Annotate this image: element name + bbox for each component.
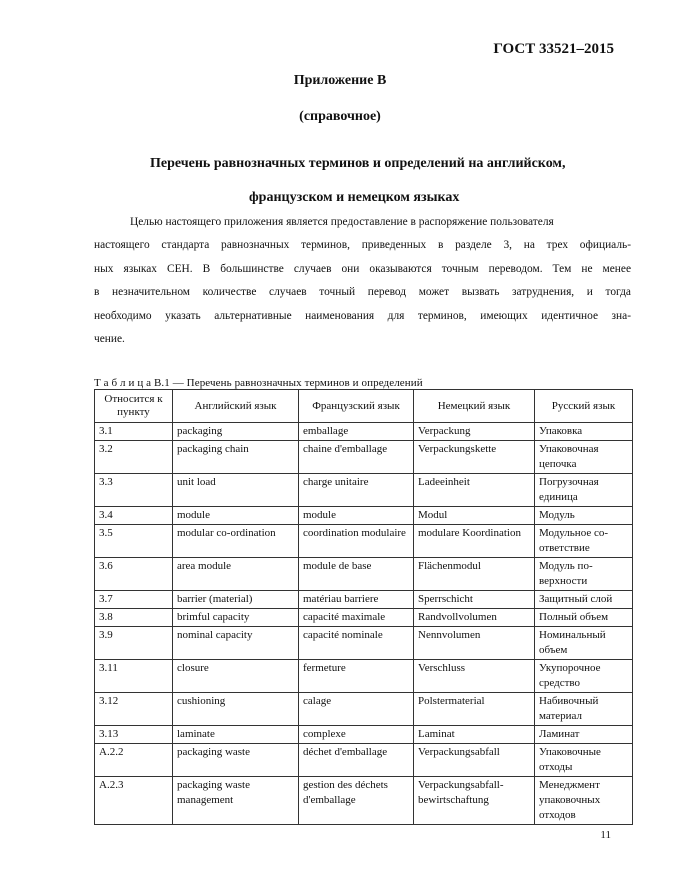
- cell-russian: Номинальный объем: [535, 627, 633, 660]
- cell-russian: Ламинат: [535, 726, 633, 744]
- cell-clause: 3.5: [95, 525, 173, 558]
- cell-french: module: [299, 507, 414, 525]
- cell-french: gestion des déchets d'emballage: [299, 777, 414, 825]
- cell-russian: Набивочный материал: [535, 693, 633, 726]
- cell-english: brimful capacity: [173, 609, 299, 627]
- cell-french: déchet d'emballage: [299, 744, 414, 777]
- cell-german: Laminat: [414, 726, 535, 744]
- cell-german: Flächenmodul: [414, 558, 535, 591]
- cell-russian: Погрузочная единица: [535, 474, 633, 507]
- cell-clause: 3.7: [95, 591, 173, 609]
- cell-clause: 3.4: [95, 507, 173, 525]
- intro-line: ных языках CEH. В большинстве случаев они оказываются точным переводом. Тем не менее: [94, 262, 631, 275]
- intro-line: необходимо указать альтернативные наименования для терминов, имеющих идентичное зна-: [94, 309, 631, 322]
- cell-english: modular co-ordination: [173, 525, 299, 558]
- cell-russian: Менеджмент упаковочных отходов: [535, 777, 633, 825]
- cell-russian: Защитный слой: [535, 591, 633, 609]
- cell-french: calage: [299, 693, 414, 726]
- cell-clause: A.2.2: [95, 744, 173, 777]
- appendix-title: Приложение В: [293, 73, 387, 88]
- table-header-row: [95, 390, 633, 423]
- table-row: [95, 591, 633, 609]
- header-russian: Русский язык: [535, 390, 633, 423]
- cell-english: module: [173, 507, 299, 525]
- cell-russian: Модуль по-верхности: [535, 558, 633, 591]
- intro-line: в незначительном количестве случаев точный перевод может вызвать затруднения, и тогда: [94, 286, 631, 299]
- cell-german: Verpackungsabfall-bewirtschaftung: [414, 777, 535, 825]
- cell-german: modulare Koordination: [414, 525, 535, 558]
- cell-german: Verschluss: [414, 660, 535, 693]
- cell-english: nominal capacity: [173, 627, 299, 660]
- cell-clause: 3.1: [95, 423, 173, 441]
- intro-paragraph: [94, 211, 631, 351]
- table-row: [95, 777, 633, 825]
- table-row: [95, 693, 633, 726]
- appendix-subtitle: (справочное): [299, 109, 381, 124]
- cell-russian: Модульное со-ответствие: [535, 525, 633, 558]
- cell-english: unit load: [173, 474, 299, 507]
- cell-russian: Укупорочное средство: [535, 660, 633, 693]
- standard-code: ГОСТ 33521–2015: [493, 41, 614, 57]
- table-row: [95, 441, 633, 474]
- cell-english: packaging waste: [173, 744, 299, 777]
- cell-clause: 3.12: [95, 693, 173, 726]
- cell-english: barrier (material): [173, 591, 299, 609]
- cell-german: Sperrschicht: [414, 591, 535, 609]
- cell-clause: 3.13: [95, 726, 173, 744]
- cell-russian: Упаковка: [535, 423, 633, 441]
- intro-line: чение.: [94, 333, 125, 346]
- cell-german: Randvollvolumen: [414, 609, 535, 627]
- cell-clause: A.2.3: [95, 777, 173, 825]
- header-clause: Относится к пункту: [95, 390, 173, 423]
- cell-german: Modul: [414, 507, 535, 525]
- table-row: [95, 507, 633, 525]
- cell-english: closure: [173, 660, 299, 693]
- cell-clause: 3.3: [95, 474, 173, 507]
- cell-french: capacité maximale: [299, 609, 414, 627]
- cell-french: emballage: [299, 423, 414, 441]
- cell-german: Ladeeinheit: [414, 474, 535, 507]
- table-row: [95, 525, 633, 558]
- cell-clause: 3.9: [95, 627, 173, 660]
- cell-english: laminate: [173, 726, 299, 744]
- cell-french: complexe: [299, 726, 414, 744]
- table-row: [95, 474, 633, 507]
- cell-german: Polstermaterial: [414, 693, 535, 726]
- cell-french: module de base: [299, 558, 414, 591]
- cell-german: Verpackung: [414, 423, 535, 441]
- intro-line: настоящего стандарта равнозначных терминов, приведенных в разделе 3, на трех официаль-: [94, 239, 631, 252]
- terms-table: [94, 389, 633, 825]
- cell-clause: 3.8: [95, 609, 173, 627]
- appendix-heading: [150, 147, 630, 215]
- table-row: [95, 609, 633, 627]
- header-german: Немецкий язык: [414, 390, 535, 423]
- cell-german: Verpackungsabfall: [414, 744, 535, 777]
- heading-line-1: Перечень равнозначных терминов и определений на английском,: [150, 156, 566, 171]
- cell-french: matériau barriere: [299, 591, 414, 609]
- cell-russian: Упаковочные отходы: [535, 744, 633, 777]
- table-row: [95, 744, 633, 777]
- table-caption: Т а б л и ц а В.1 — Перечень равнозначных терминов и определений: [94, 377, 423, 389]
- intro-line: Целью настоящего приложения является предоставление в распоряжение пользователя: [130, 216, 554, 228]
- cell-clause: 3.11: [95, 660, 173, 693]
- cell-german: Nennvolumen: [414, 627, 535, 660]
- cell-french: fermeture: [299, 660, 414, 693]
- cell-english: packaging waste management: [173, 777, 299, 825]
- cell-english: packaging chain: [173, 441, 299, 474]
- cell-english: area module: [173, 558, 299, 591]
- page-number: 11: [600, 829, 611, 841]
- cell-french: charge unitaire: [299, 474, 414, 507]
- table-row: [95, 660, 633, 693]
- cell-russian: Полный объем: [535, 609, 633, 627]
- cell-english: cushioning: [173, 693, 299, 726]
- cell-french: coordination modulaire: [299, 525, 414, 558]
- cell-english: packaging: [173, 423, 299, 441]
- table-row: [95, 726, 633, 744]
- cell-russian: Модуль: [535, 507, 633, 525]
- table-row: [95, 627, 633, 660]
- cell-french: chaine d'emballage: [299, 441, 414, 474]
- cell-german: Verpackungskette: [414, 441, 535, 474]
- heading-line-2: французском и немецком языках: [249, 190, 460, 205]
- header-english: Английский язык: [173, 390, 299, 423]
- cell-russian: Упаковочная цепочка: [535, 441, 633, 474]
- cell-clause: 3.2: [95, 441, 173, 474]
- table-row: [95, 558, 633, 591]
- cell-french: capacité nominale: [299, 627, 414, 660]
- header-french: Французский язык: [299, 390, 414, 423]
- cell-clause: 3.6: [95, 558, 173, 591]
- table-row: [95, 423, 633, 441]
